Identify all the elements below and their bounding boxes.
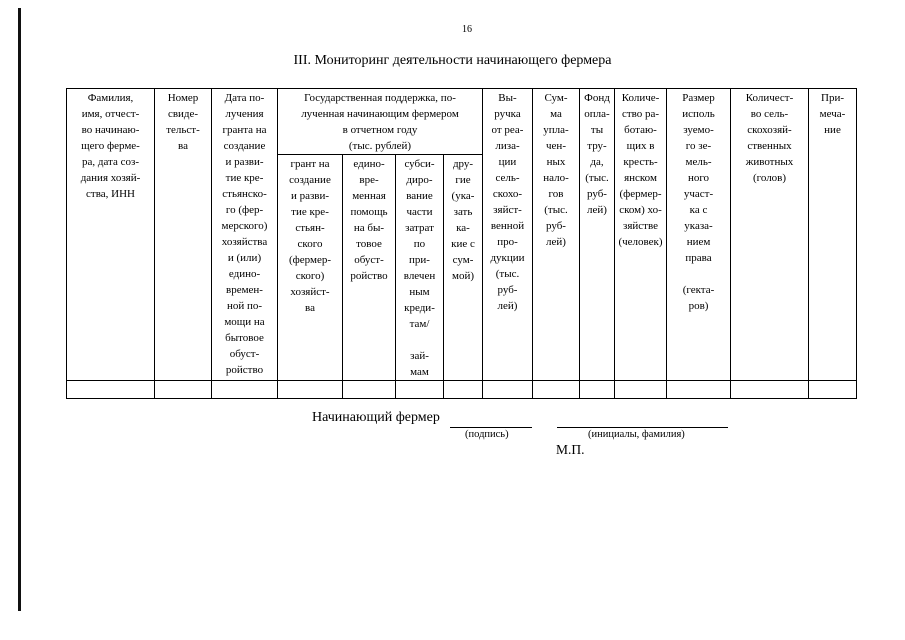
header-kolichestvo-rabotayushchih: Количе- ство ра- ботаю- щих в кресть- янском (фермер- ском) хо- зяйстве (человек) bbox=[618, 92, 663, 248]
subheader-subsidirovanie: субси- диро- вание части затрат по при- влечен ным креди- там/ зай- мам bbox=[403, 158, 436, 378]
header-kolichestvo-zhivotnyh: Количест- во сель- скохозяй- ственных животных (голов) bbox=[745, 92, 794, 184]
header-data-polucheniya: Дата по- лучения гранта на создание и разви- тие кре- стьянско- го (фер- мерского) хозяйства и (или) едино- времен- ной по- мощи на бытовое обуст- ройство bbox=[221, 92, 268, 376]
signature-label: Начинающий фермер bbox=[312, 410, 440, 425]
header-gospodderzhka: Государственная поддержка, по- лученная начинающим фермером в отчетном году (тыс. рублей) bbox=[301, 92, 459, 152]
header-fio: Фамилия, имя, отчест- во начинаю- щего ферме- ра, дата соз- дания хозяй- ства, ИНН bbox=[80, 92, 141, 200]
table-row bbox=[67, 381, 857, 399]
header-razmer-uchastka: Размер исполь зуемо- го зе- мель- ного участ- ка с указа- нием права (гекта- ров) bbox=[682, 92, 715, 312]
subheader-edinovremennaya-pomosh: едино- вре- менная помощь на бы- товое обуст- ройство bbox=[350, 158, 388, 282]
section-title: III. Мониторинг деятельности начинающего фермера bbox=[293, 53, 612, 68]
stamp-place-label: М.П. bbox=[556, 442, 585, 457]
name-line bbox=[557, 427, 728, 428]
header-fond-oplaty: Фонд опла- ты тру- да, (тыс. руб- лей) bbox=[584, 92, 610, 216]
header-nomer-svidetelstva: Номер свиде- тельст- ва bbox=[166, 92, 200, 152]
page-number: 16 bbox=[462, 24, 472, 35]
signature-caption: (подпись) bbox=[465, 429, 509, 440]
subheader-drugie: дру- гие (ука- зать ка- кие с сум- мой) bbox=[451, 158, 475, 282]
header-summa-nalogov: Сум- ма упла- чен- ных нало- гов (тыс. руб- лей) bbox=[543, 92, 569, 248]
header-primechanie: При- меча- ние bbox=[819, 92, 846, 136]
subheader-grant: грант на создание и разви- тие кре- стьян- ского (фермер- ского) хозяйст- ва bbox=[288, 158, 331, 314]
signature-line bbox=[450, 427, 532, 428]
left-margin-line bbox=[18, 8, 21, 611]
name-caption: (инициалы, фамилия) bbox=[588, 429, 685, 440]
monitoring-table bbox=[66, 88, 857, 399]
header-vyruchka: Вы- ручка от реа- лиза- ции сель- скохо- зяйст- венной про- дукции (тыс. руб- лей) bbox=[490, 92, 525, 312]
